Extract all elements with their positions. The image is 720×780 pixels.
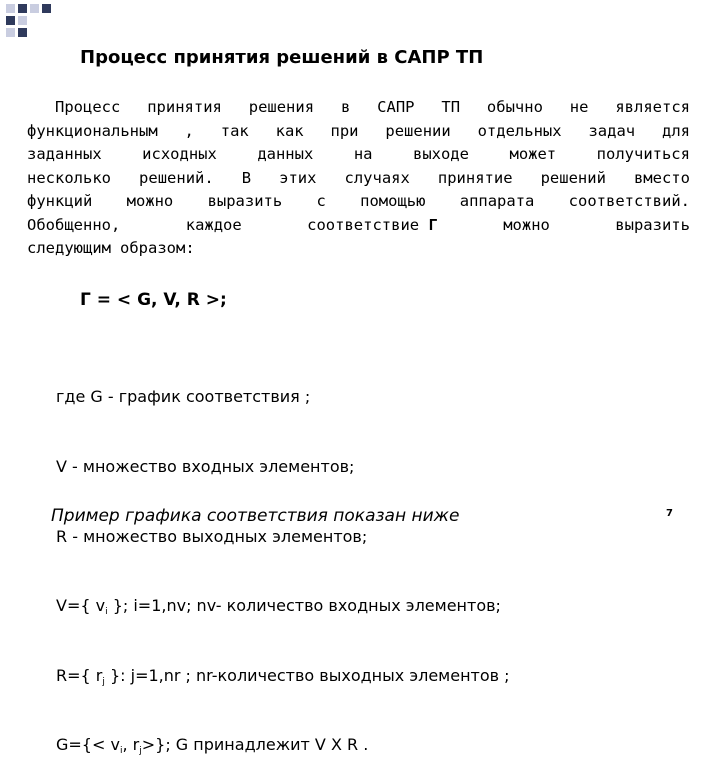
definition-line-1: где G - график соответствия ; — [56, 387, 311, 407]
paragraph-word: исходных — [142, 145, 217, 163]
def6-subscript-1: i — [119, 746, 123, 757]
paragraph-word: выходе — [412, 145, 469, 163]
paragraph-word: принятия — [147, 98, 222, 116]
paragraph-word: как — [275, 121, 304, 140]
definition-line-5 — [56, 664, 510, 687]
paragraph-line — [27, 237, 690, 261]
paragraph-word: не — [569, 98, 589, 116]
paragraph-line — [27, 120, 690, 144]
example-caption: Пример графика соответствия показан ниже — [51, 506, 460, 526]
def4-part-a: V={ v — [56, 596, 106, 616]
paragraph-word: принятие — [437, 168, 513, 187]
paragraph-word: может — [509, 145, 557, 163]
def6-part-mid: , r — [122, 735, 140, 755]
paragraph-line — [27, 143, 690, 167]
def5-subscript: j — [102, 676, 105, 687]
paragraph-word: данных — [257, 145, 314, 163]
def6-part-b: >}; G принадлежит V X R . — [141, 735, 369, 755]
definition-line-3: R - множество выходных элементов; — [56, 526, 368, 546]
paragraph-word: функций — [27, 192, 93, 210]
paragraph-word: выразить — [615, 215, 690, 234]
paragraph-word: аппарата — [459, 192, 535, 210]
definition-line-4 — [56, 594, 510, 617]
paragraph-word: решении — [385, 121, 451, 140]
paragraph-line — [27, 96, 690, 120]
paragraph-word: Обобщенно, — [27, 215, 121, 234]
paragraph-word: образом: — [120, 239, 195, 257]
paragraph-word: обычно — [486, 98, 543, 116]
paragraph-word: отдельных — [477, 121, 562, 140]
def5-part-a: R={ r — [56, 665, 103, 685]
paragraph-word: в — [340, 98, 351, 116]
paragraph-word: решений. — [139, 168, 214, 187]
slide-title: Процесс принятия решений в САПР ТП — [80, 47, 484, 68]
definition-line-2: V - множество входных элементов; — [56, 457, 355, 476]
page-number: 7 — [666, 508, 673, 519]
paragraph-word: В — [241, 168, 252, 187]
paragraph-word: является — [615, 98, 690, 116]
def6-subscript-2: j — [139, 746, 142, 757]
paragraph-line — [27, 190, 690, 214]
paragraph-word: задач — [588, 121, 636, 140]
paragraph-word: вместо — [633, 168, 690, 187]
paragraph-line — [27, 167, 690, 191]
paragraph-word: функциональным — [27, 121, 158, 140]
definition-line-6 — [56, 733, 510, 756]
paragraph-word: этих — [279, 168, 317, 187]
paragraph-word: случаях — [344, 168, 410, 187]
definitions-list — [56, 339, 510, 780]
paragraph-word: с — [316, 192, 326, 210]
paragraph-word: решения — [248, 98, 315, 116]
def5-part-b: }: j=1,nr ; nr-количество выходных элементов ; — [104, 665, 510, 685]
paragraph-word: ТП — [441, 98, 461, 116]
paragraph-word: соответствий. — [568, 192, 690, 210]
paragraph-word: для — [662, 121, 690, 140]
paragraph-word: заданных — [27, 145, 102, 163]
def4-subscript: i — [105, 607, 108, 618]
paragraph-line — [27, 214, 690, 238]
paragraph-word: решений — [540, 168, 606, 187]
paragraph-word: получиться — [596, 145, 690, 163]
paragraph-word: при — [330, 121, 359, 140]
paragraph-word: Процесс — [55, 98, 121, 116]
formula: Г = < G, V, R >; — [80, 290, 227, 310]
paragraph-word: несколько — [27, 168, 111, 187]
paragraph-word: так — [220, 121, 249, 140]
paragraph-word: следующим — [27, 239, 111, 257]
paragraph-word: на — [353, 145, 373, 163]
paragraph-word: каждое — [185, 215, 242, 234]
paragraph-word: можно — [126, 192, 174, 210]
paragraph-word: , — [184, 121, 194, 140]
paragraph-word: выразить — [207, 192, 283, 210]
paragraph-word: соответствие Г — [307, 215, 438, 234]
def6-part-a: G={< v — [56, 735, 120, 755]
paragraph-word: помощью — [360, 192, 426, 210]
body-paragraph — [27, 96, 690, 261]
corner-squares-decoration — [0, 0, 60, 40]
paragraph-word: САПР — [377, 98, 415, 116]
def4-part-b: }; i=1,nv; nv- количество входных элементов; — [107, 596, 501, 616]
paragraph-word: можно — [503, 215, 550, 234]
